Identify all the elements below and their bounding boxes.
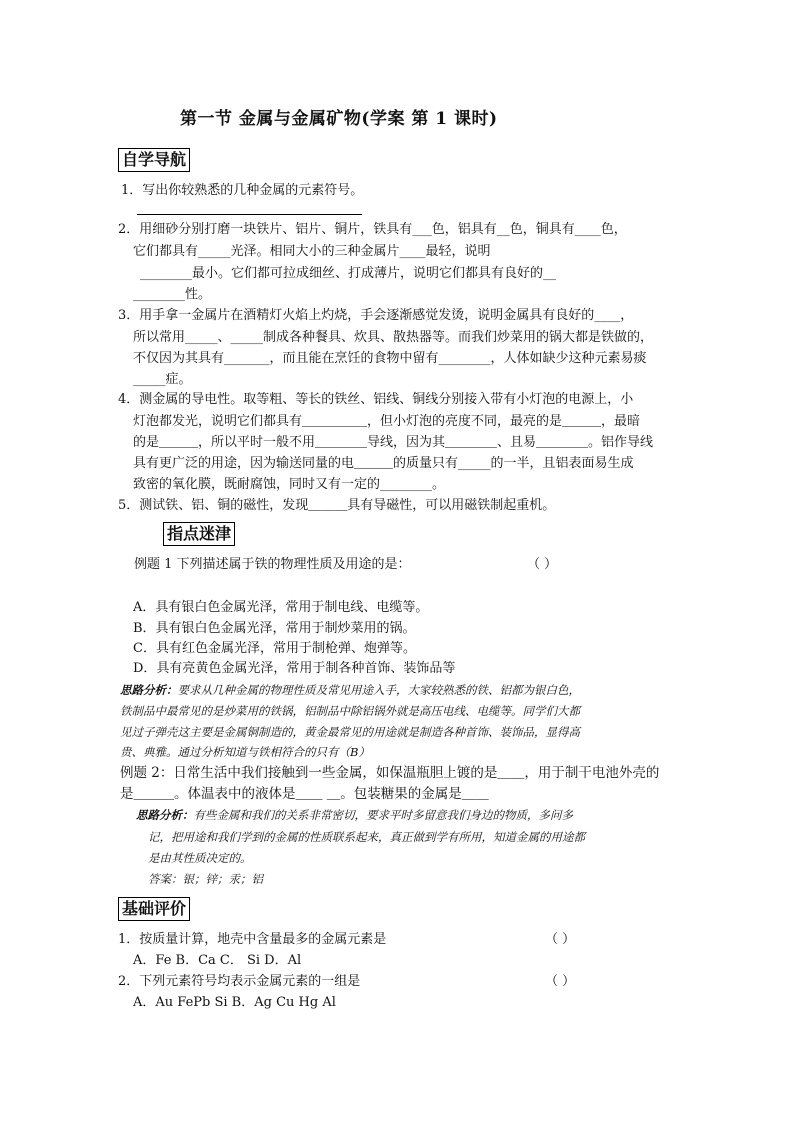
analysis1-line3: 见过子弹壳这主要是金属铜制造的，黄金最常见的用途就是制造各种首饰、装饰品，显得高	[120, 725, 580, 739]
q2-line4: ________性。	[133, 287, 212, 302]
q4-line3: 的是＿＿＿，所以平时一般不用＿＿＿＿导线，因为其＿＿＿＿、且易＿＿＿＿。铝作导线	[133, 435, 654, 450]
example2-line2: 是＿＿＿。体温表中的液体是＿＿ ＿。包装糖果的金属是＿＿	[120, 786, 489, 802]
section-heading-basic-evaluation: 基础评价	[118, 897, 190, 921]
eval-q2-options: A．Au FePb Si B．Ag Cu Hg Al	[133, 995, 336, 1010]
q2-line1: 2．用细砂分别打磨一块铁片、铝片、铜片，铁具有___色，铝具有__色，铜具有____色，	[118, 222, 627, 237]
example1-option-c: C．具有红色金属光泽，常用于制枪弹、炮弹等。	[133, 641, 416, 656]
q1-text: 1．写出你较熟悉的几种金属的元素符号。	[121, 183, 364, 198]
eval-q1-answer-paren: （ ）	[545, 932, 576, 947]
analysis1-line1: 思路分析：要求从几种金属的物理性质及常见用途入手，大家较熟悉的铁、铝都为银白色，	[120, 683, 580, 697]
example1-option-b: B．具有银白色金属光泽，常用于制炒菜用的锅。	[133, 621, 416, 636]
analysis2-label: 思路分析：	[136, 808, 194, 822]
analysis2-line1: 思路分析：有些金属和我们的关系非常密切，要求平时多留意我们身边的物质，多问多	[136, 808, 573, 822]
example2-line1: 例题 2：日常生活中我们接触到一些金属，如保温瓶胆上镀的是＿＿，用于制干电池外壳的	[120, 765, 660, 781]
analysis2-line3: 是由其性质决定的。	[148, 851, 252, 865]
q3-line2: 所以常用_____、_____制成各种餐具、炊具、散热器等。而我们炒菜用的锅大都是铁做的，	[133, 330, 654, 345]
analysis1-label: 思路分析：	[120, 683, 178, 697]
q4-line5: 致密的氧化膜，既耐腐蚀，同时又有一定的________。	[133, 477, 446, 492]
q4-line2: 灯泡都发光，说明它们都具有＿＿＿＿＿，但小灯泡的亮度不同，最亮的是＿＿＿，最暗	[133, 414, 641, 429]
section-heading-self-study: 自学导航	[118, 148, 190, 172]
q5-line1: 5．测试铁、铝、铜的磁性，发现＿＿＿具有导磁性，可以用磁铁制起重机。	[118, 498, 556, 513]
example1-option-d: D．具有亮黄色金属光泽，常用于制各种首饰、装饰品等	[133, 661, 456, 676]
page-title: 第一节 金属与金属矿物(学案 第 1 课时)	[180, 109, 498, 129]
q3-line4: _____症。	[133, 372, 192, 387]
q4-line1: 4．测金属的导电性。取等粗、等长的铁丝、铝线、铜线分别接入带有小灯泡的电源上，小	[118, 392, 634, 407]
eval-q1-text: 1．按质量计算，地壳中含量最多的金属元素是	[118, 932, 387, 947]
analysis1-line2: 铁制品中最常见的是炒菜用的铁锅，铝制品中除铝锅外就是高压电线、电缆等。同学们大都	[120, 704, 580, 718]
example2-answer: 答案：银；锌；汞；铝	[148, 872, 263, 886]
q2-line2: 它们都具有_____光泽。相同大小的三种金属片____最轻，说明	[133, 244, 491, 259]
eval-q2-text: 2．下列元素符号均表示金属元素的一组是	[118, 974, 361, 989]
q3-line3: 不仅因为其具有_______，而且能在烹饪的食物中留有________，人体如缺少这种元素易痰	[133, 351, 647, 366]
section-heading-guidance: 指点迷津	[163, 522, 235, 546]
example1-question: 例题 1 下列描述属于铁的物理性质及用途的是：	[134, 557, 411, 572]
example1-answer-paren: （ ）	[527, 557, 558, 572]
example1-option-a: A．具有银白色金属光泽，常用于制电线、电缆等。	[133, 600, 429, 615]
q3-line1: 3．用手拿一金属片在酒精灯火焰上灼烧，手会逐渐感觉发烫，说明金属具有良好的____，	[118, 308, 634, 323]
eval-q1-options: A．Fe B．Ca C． Si D．Al	[133, 953, 302, 968]
analysis2-line2: 记，把用途和我们学到的金属的性质联系起来，真正做到学有所用，知道金属的用途都	[148, 830, 585, 844]
eval-q2-answer-paren: （ ）	[545, 974, 576, 989]
answer-blank-line	[137, 214, 362, 215]
q2-line3: ________最小。它们都可拉成细丝、打成薄片，说明它们都具有良好的__	[140, 266, 557, 281]
analysis1-line4: 贵、典雅。通过分析知道与铁相符合的只有（B）	[120, 745, 370, 759]
q4-line4: 具有更广泛的用途，因为输送同量的电＿＿＿的质量只有_____的一半，且铝表面易生成	[133, 456, 634, 471]
